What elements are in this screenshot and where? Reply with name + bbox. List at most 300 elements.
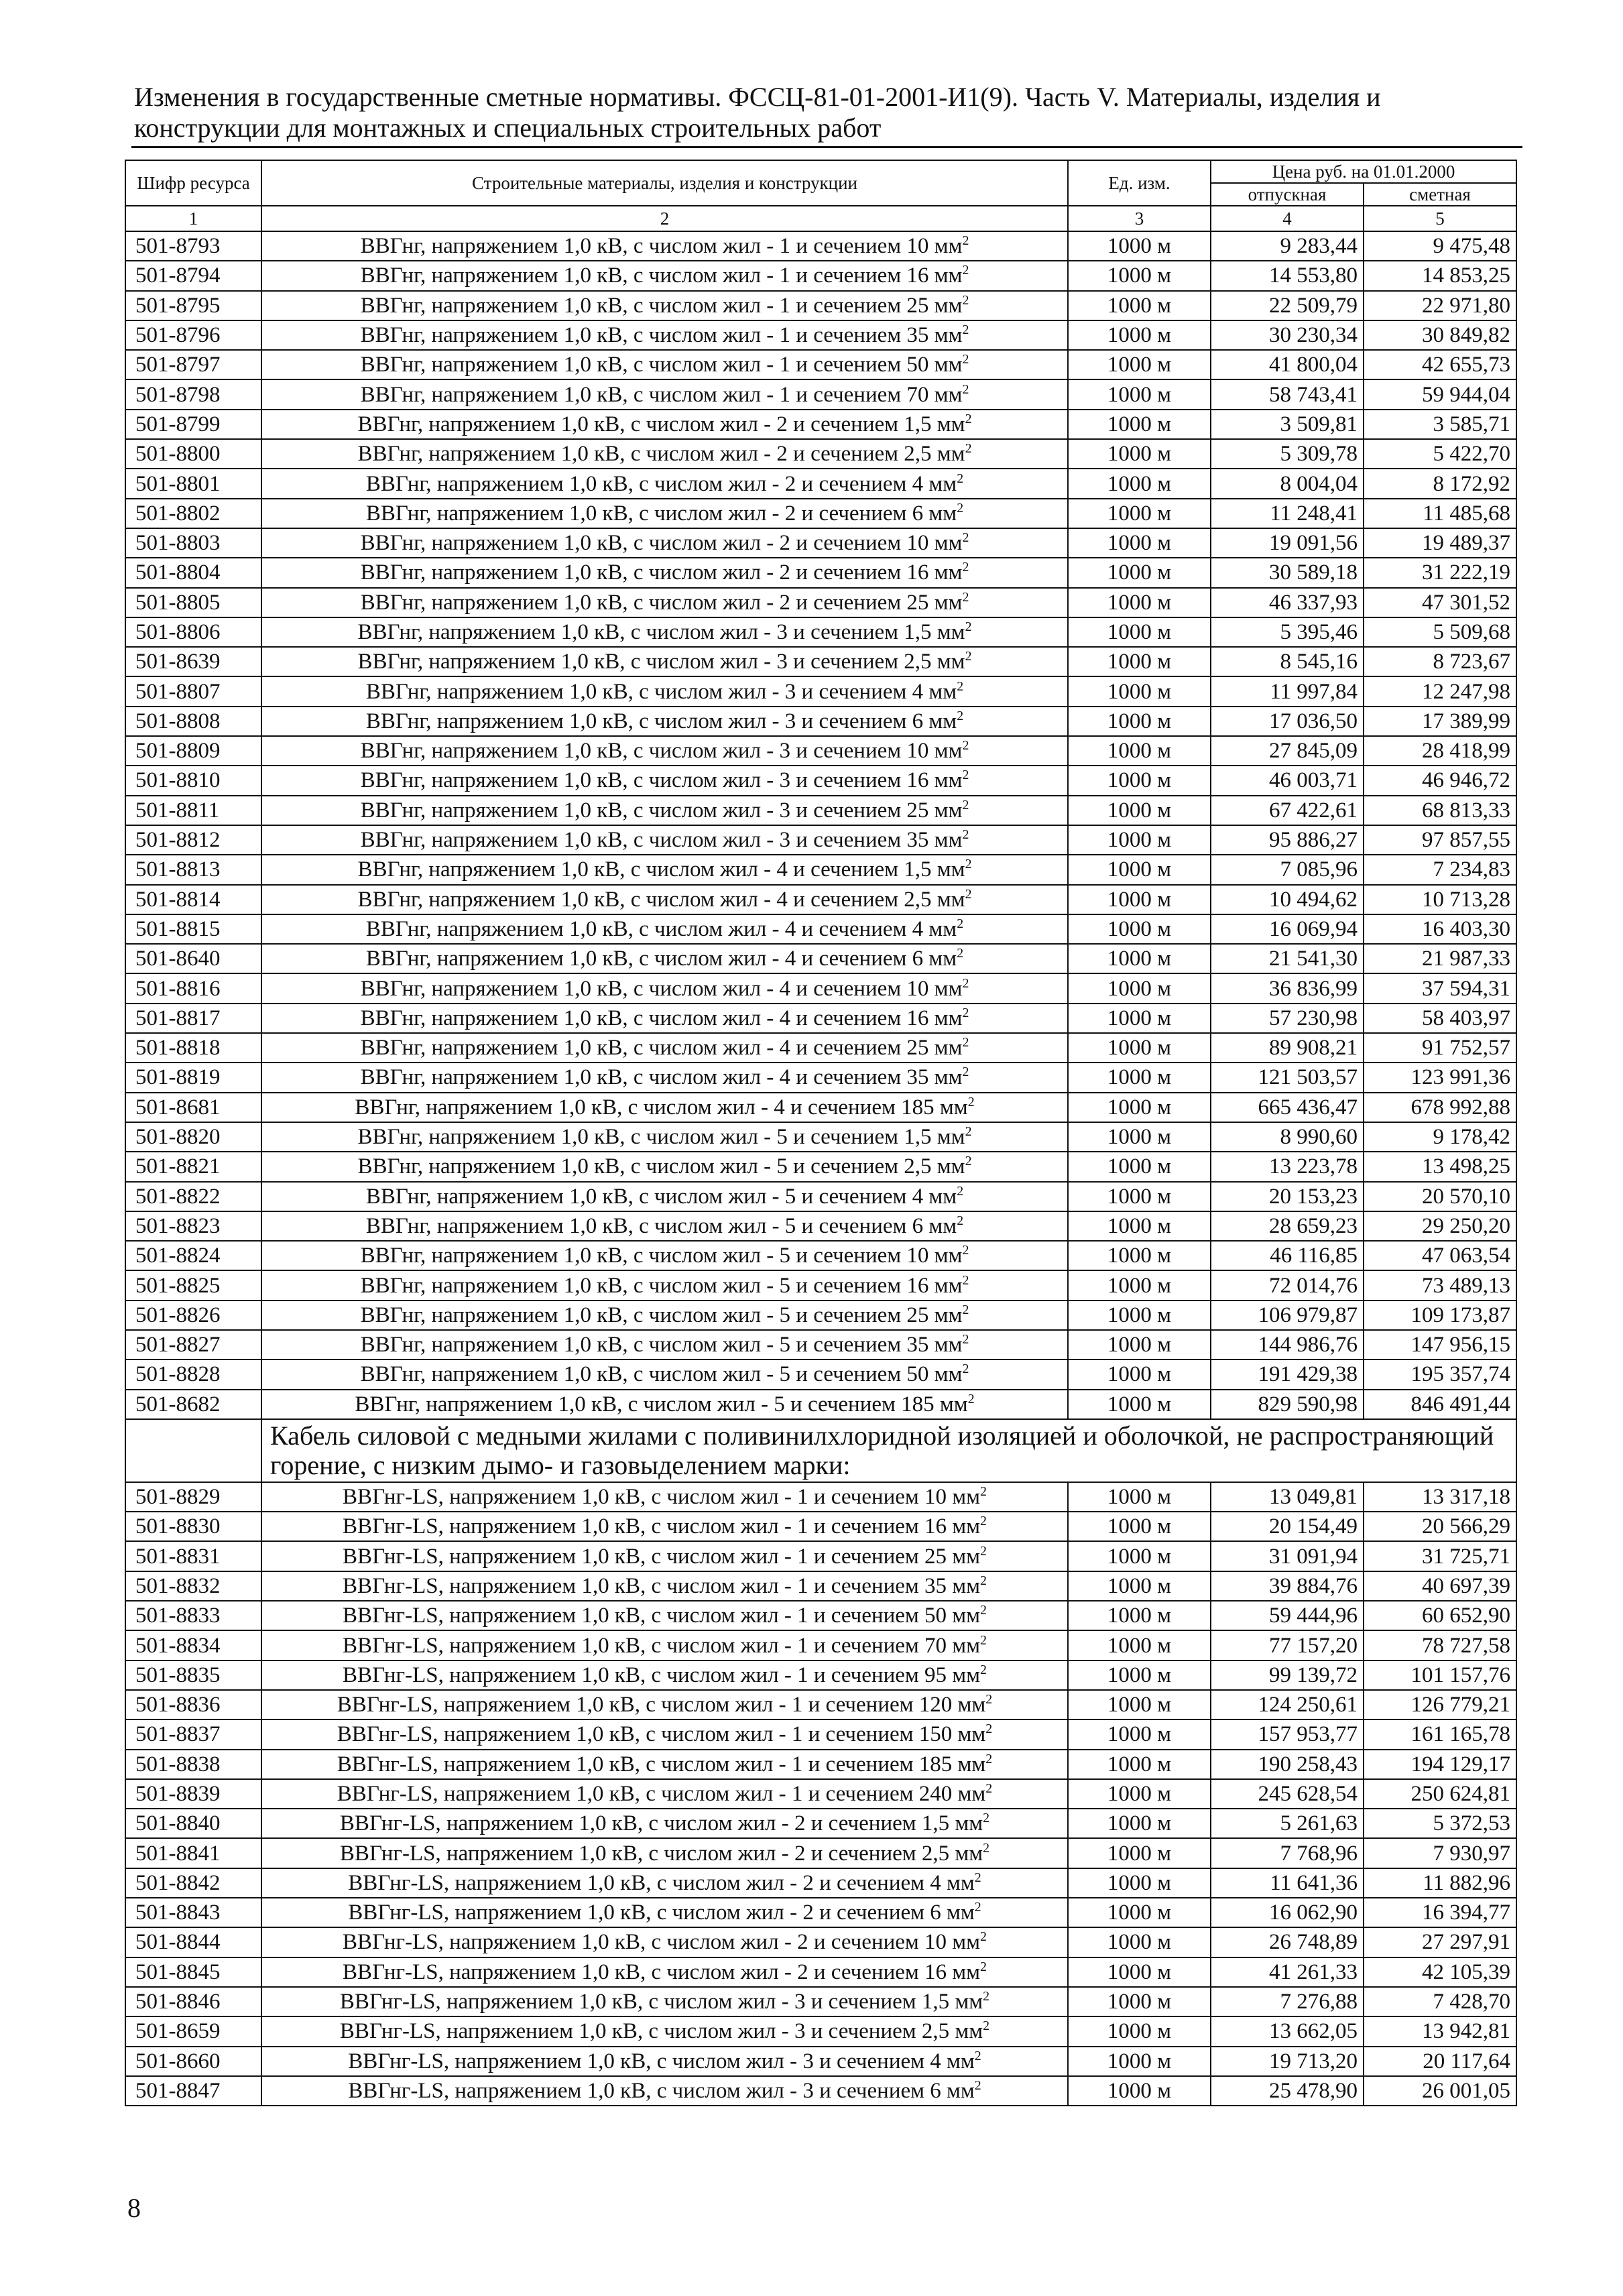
price-estimate-cell: 26 001,05: [1364, 2076, 1516, 2106]
resource-code: 501-8837: [125, 1719, 261, 1749]
unit-cell: 1000 м: [1068, 1093, 1211, 1122]
material-name: ВВГнг, напряжением 1,0 кВ, с числом жил - 1 и сечением 25 $мм^2$: [261, 291, 1068, 320]
material-name: ВВГнг-LS, напряжением 1,0 кВ, с числом жил - 1 и сечением 16 $мм^2$: [261, 1512, 1068, 1541]
price-release-cell: 16 069,94: [1211, 914, 1364, 944]
price-estimate-cell: 9 475,48: [1364, 231, 1516, 261]
header-price: Цена руб. на 01.01.2000: [1211, 160, 1516, 183]
table-row: [125, 231, 1516, 261]
unit-cell: 1000 м: [1068, 1360, 1211, 1389]
table-row: [125, 1690, 1516, 1719]
resource-code: 501-8819: [125, 1063, 261, 1092]
material-name: ВВГнг, напряжением 1,0 кВ, с числом жил - 5 и сечением 2,5 $мм^2$: [261, 1152, 1068, 1181]
material-name: ВВГнг, напряжением 1,0 кВ, с числом жил - 2 и сечением 1,5 $мм^2$: [261, 410, 1068, 439]
price-release-cell: 16 062,90: [1211, 1898, 1364, 1927]
material-name: ВВГнг, напряжением 1,0 кВ, с числом жил - 5 и сечением 10 $мм^2$: [261, 1241, 1068, 1270]
material-name: ВВГнг-LS, напряжением 1,0 кВ, с числом жил - 1 и сечением 70 $мм^2$: [261, 1630, 1068, 1660]
price-estimate-cell: 16 403,30: [1364, 914, 1516, 944]
unit-cell: 1000 м: [1068, 1390, 1211, 1419]
table-row: [125, 944, 1516, 973]
table-row: [125, 1868, 1516, 1898]
price-release-cell: 22 509,79: [1211, 291, 1364, 320]
price-estimate-cell: 9 178,42: [1364, 1122, 1516, 1152]
unit-cell: 1000 м: [1068, 1270, 1211, 1300]
material-name: ВВГнг, напряжением 1,0 кВ, с числом жил - 4 и сечением 6 $мм^2$: [261, 944, 1068, 973]
price-estimate-cell: 28 418,99: [1364, 736, 1516, 766]
price-release-cell: 8 990,60: [1211, 1122, 1364, 1152]
material-name: ВВГнг, напряжением 1,0 кВ, с числом жил - 3 и сечением 16 $мм^2$: [261, 766, 1068, 795]
table-row: [125, 914, 1516, 944]
unit-cell: 1000 м: [1068, 2047, 1211, 2076]
unit-cell: 1000 м: [1068, 231, 1211, 261]
unit-cell: 1000 м: [1068, 855, 1211, 884]
material-name: ВВГнг, напряжением 1,0 кВ, с числом жил - 4 и сечением 16 $мм^2$: [261, 1004, 1068, 1033]
table-body-vvgng: [125, 231, 1516, 1419]
material-name: ВВГнг, напряжением 1,0 кВ, с числом жил - 3 и сечением 10 $мм^2$: [261, 736, 1068, 766]
price-estimate-cell: 30 849,82: [1364, 320, 1516, 350]
resource-code: 501-8842: [125, 1868, 261, 1898]
material-name: ВВГнг-LS, напряжением 1,0 кВ, с числом жил - 1 и сечением 240 $мм^2$: [261, 1779, 1068, 1809]
resource-code: 501-8795: [125, 291, 261, 320]
price-estimate-cell: 846 491,44: [1364, 1390, 1516, 1419]
price-estimate-cell: 37 594,31: [1364, 973, 1516, 1003]
material-name: ВВГнг, напряжением 1,0 кВ, с числом жил - 3 и сечением 2,5 $мм^2$: [261, 647, 1068, 676]
table-row: [125, 1004, 1516, 1033]
unit-cell: 1000 м: [1068, 291, 1211, 320]
unit-cell: 1000 м: [1068, 1898, 1211, 1927]
resource-code: 501-8806: [125, 617, 261, 647]
price-estimate-cell: 7 428,70: [1364, 1987, 1516, 2016]
resource-code: 501-8803: [125, 528, 261, 558]
material-name: ВВГнг, напряжением 1,0 кВ, с числом жил - 5 и сечением 1,5 $мм^2$: [261, 1122, 1068, 1152]
material-name: ВВГнг, напряжением 1,0 кВ, с числом жил - 5 и сечением 50 $мм^2$: [261, 1360, 1068, 1389]
table-row: [125, 796, 1516, 825]
material-name: ВВГнг, напряжением 1,0 кВ, с числом жил - 4 и сечением 1,5 $мм^2$: [261, 855, 1068, 884]
material-name: ВВГнг-LS, напряжением 1,0 кВ, с числом жил - 2 и сечением 1,5 $мм^2$: [261, 1809, 1068, 1838]
resource-code: 501-8804: [125, 558, 261, 587]
price-release-cell: 21 541,30: [1211, 944, 1364, 973]
unit-cell: 1000 м: [1068, 350, 1211, 379]
unit-cell: 1000 м: [1068, 707, 1211, 736]
price-release-cell: 157 953,77: [1211, 1719, 1364, 1749]
resource-code: 501-8794: [125, 261, 261, 290]
unit-cell: 1000 м: [1068, 1809, 1211, 1838]
table-row: [125, 1660, 1516, 1690]
price-release-cell: 19 713,20: [1211, 2047, 1364, 2076]
table-row: [125, 1838, 1516, 1868]
resource-code: 501-8838: [125, 1750, 261, 1779]
unit-cell: 1000 м: [1068, 885, 1211, 914]
table-row: [125, 1270, 1516, 1300]
price-estimate-cell: 5 509,68: [1364, 617, 1516, 647]
price-release-cell: 124 250,61: [1211, 1690, 1364, 1719]
price-estimate-cell: 17 389,99: [1364, 707, 1516, 736]
table-row: [125, 1033, 1516, 1063]
unit-cell: 1000 м: [1068, 379, 1211, 409]
price-estimate-cell: 20 566,29: [1364, 1512, 1516, 1541]
material-name: ВВГнг-LS, напряжением 1,0 кВ, с числом жил - 2 и сечением 6 $мм^2$: [261, 1898, 1068, 1927]
table-row: [125, 973, 1516, 1003]
material-name: ВВГнг-LS, напряжением 1,0 кВ, с числом жил - 1 и сечением 50 $мм^2$: [261, 1601, 1068, 1630]
material-name: ВВГнг-LS, напряжением 1,0 кВ, с числом жил - 1 и сечением 35 $мм^2$: [261, 1571, 1068, 1601]
unit-cell: 1000 м: [1068, 676, 1211, 706]
price-estimate-cell: 126 779,21: [1364, 1690, 1516, 1719]
resource-code: 501-8659: [125, 2016, 261, 2046]
resource-code: 501-8820: [125, 1122, 261, 1152]
price-release-cell: 245 628,54: [1211, 1779, 1364, 1809]
unit-cell: 1000 м: [1068, 796, 1211, 825]
unit-cell: 1000 м: [1068, 1512, 1211, 1541]
material-name: ВВГнг-LS, напряжением 1,0 кВ, с числом жил - 1 и сечением 10 $мм^2$: [261, 1482, 1068, 1512]
header-name: Строительные материалы, изделия и конструкции: [261, 160, 1068, 206]
price-release-cell: 5 261,63: [1211, 1809, 1364, 1838]
resource-code: 501-8822: [125, 1182, 261, 1211]
table-row: [125, 1571, 1516, 1601]
price-release-cell: 121 503,57: [1211, 1063, 1364, 1092]
resource-code: 501-8805: [125, 588, 261, 617]
price-estimate-cell: 73 489,13: [1364, 1270, 1516, 1300]
price-release-cell: 95 886,27: [1211, 825, 1364, 855]
price-estimate-cell: 5 422,70: [1364, 439, 1516, 469]
table-row: [125, 1241, 1516, 1270]
resource-code: 501-8640: [125, 944, 261, 973]
unit-cell: 1000 м: [1068, 1152, 1211, 1181]
unit-cell: 1000 м: [1068, 2016, 1211, 2046]
resource-code: 501-8831: [125, 1541, 261, 1571]
table-row: [125, 707, 1516, 736]
price-estimate-cell: 47 063,54: [1364, 1241, 1516, 1270]
price-estimate-cell: 14 853,25: [1364, 261, 1516, 290]
page-header-title: Изменения в государственные сметные нормативы. ФССЦ-81-01-2001-И1(9). Часть V. Материалы, изделия и конструкции для монтажных и специальных строительных работ: [134, 82, 1381, 143]
material-name: ВВГнг, напряжением 1,0 кВ, с числом жил - 3 и сечением 1,5 $мм^2$: [261, 617, 1068, 647]
table-row: [125, 736, 1516, 766]
price-estimate-cell: 123 991,36: [1364, 1063, 1516, 1092]
price-release-cell: 57 230,98: [1211, 1004, 1364, 1033]
price-estimate-cell: 68 813,33: [1364, 796, 1516, 825]
price-release-cell: 59 444,96: [1211, 1601, 1364, 1630]
price-release-cell: 19 091,56: [1211, 528, 1364, 558]
resource-code: 501-8808: [125, 707, 261, 736]
price-table: [125, 160, 1517, 2106]
price-release-cell: 13 049,81: [1211, 1482, 1364, 1512]
resource-code: 501-8796: [125, 320, 261, 350]
price-estimate-cell: 10 713,28: [1364, 885, 1516, 914]
resource-code: 501-8801: [125, 469, 261, 498]
material-name: ВВГнг, напряжением 1,0 кВ, с числом жил - 2 и сечением 25 $мм^2$: [261, 588, 1068, 617]
unit-cell: 1000 м: [1068, 1063, 1211, 1092]
table-row: [125, 617, 1516, 647]
material-name: ВВГнг, напряжением 1,0 кВ, с числом жил - 4 и сечением 35 $мм^2$: [261, 1063, 1068, 1092]
material-name: ВВГнг, напряжением 1,0 кВ, с числом жил - 1 и сечением 50 $мм^2$: [261, 350, 1068, 379]
price-release-cell: 829 590,98: [1211, 1390, 1364, 1419]
table-row: [125, 558, 1516, 587]
price-estimate-cell: 101 157,76: [1364, 1660, 1516, 1690]
resource-code: 501-8824: [125, 1241, 261, 1270]
price-estimate-cell: 40 697,39: [1364, 1571, 1516, 1601]
table-row: [125, 1779, 1516, 1809]
table-row: [125, 1898, 1516, 1927]
material-name: ВВГнг-LS, напряжением 1,0 кВ, с числом жил - 2 и сечением 4 $мм^2$: [261, 1868, 1068, 1898]
price-estimate-cell: 91 752,57: [1364, 1033, 1516, 1063]
table-row: [125, 1182, 1516, 1211]
unit-cell: 1000 м: [1068, 1301, 1211, 1330]
unit-cell: 1000 м: [1068, 261, 1211, 290]
price-estimate-cell: 109 173,87: [1364, 1301, 1516, 1330]
price-estimate-cell: 21 987,33: [1364, 944, 1516, 973]
unit-cell: 1000 м: [1068, 1211, 1211, 1241]
resource-code: 501-8682: [125, 1390, 261, 1419]
unit-cell: 1000 м: [1068, 914, 1211, 944]
unit-cell: 1000 м: [1068, 647, 1211, 676]
resource-code: 501-8828: [125, 1360, 261, 1389]
price-release-cell: 99 139,72: [1211, 1660, 1364, 1690]
section-heading-spacer: [125, 1419, 261, 1482]
table-row: [125, 1360, 1516, 1389]
price-release-cell: 13 223,78: [1211, 1152, 1364, 1181]
unit-cell: 1000 м: [1068, 825, 1211, 855]
resource-code: 501-8832: [125, 1571, 261, 1601]
resource-code: 501-8818: [125, 1033, 261, 1063]
price-release-cell: 77 157,20: [1211, 1630, 1364, 1660]
resource-code: 501-8833: [125, 1601, 261, 1630]
price-estimate-cell: 22 971,80: [1364, 291, 1516, 320]
resource-code: 501-8834: [125, 1630, 261, 1660]
price-estimate-cell: 8 172,92: [1364, 469, 1516, 498]
table-row: [125, 1152, 1516, 1181]
table-row: [125, 261, 1516, 290]
table-row: [125, 2047, 1516, 2076]
table-row: [125, 1987, 1516, 2016]
price-release-cell: 8 004,04: [1211, 469, 1364, 498]
price-release-cell: 5 395,46: [1211, 617, 1364, 647]
material-name: ВВГнг, напряжением 1,0 кВ, с числом жил - 5 и сечением 25 $мм^2$: [261, 1301, 1068, 1330]
table-row: [125, 766, 1516, 795]
section-heading-row: [125, 1419, 1516, 1482]
unit-cell: 1000 м: [1068, 528, 1211, 558]
price-release-cell: 39 884,76: [1211, 1571, 1364, 1601]
price-estimate-cell: 20 117,64: [1364, 2047, 1516, 2076]
table-row: [125, 1601, 1516, 1630]
unit-cell: 1000 м: [1068, 766, 1211, 795]
price-release-cell: 30 589,18: [1211, 558, 1364, 587]
resource-code: 501-8681: [125, 1093, 261, 1122]
unit-cell: 1000 м: [1068, 1482, 1211, 1512]
price-release-cell: 11 248,41: [1211, 499, 1364, 528]
price-estimate-cell: 27 297,91: [1364, 1927, 1516, 1957]
unit-cell: 1000 м: [1068, 1330, 1211, 1360]
resource-code: 501-8845: [125, 1957, 261, 1987]
price-estimate-cell: 194 129,17: [1364, 1750, 1516, 1779]
material-name: ВВГнг, напряжением 1,0 кВ, с числом жил - 5 и сечением 4 $мм^2$: [261, 1182, 1068, 1211]
column-number: 2: [261, 206, 1068, 231]
table-row: [125, 469, 1516, 498]
resource-code: 501-8797: [125, 350, 261, 379]
unit-cell: 1000 м: [1068, 973, 1211, 1003]
material-name: ВВГнг, напряжением 1,0 кВ, с числом жил - 5 и сечением 35 $мм^2$: [261, 1330, 1068, 1360]
table-body-vvgng-ls: [125, 1482, 1516, 2106]
unit-cell: 1000 м: [1068, 1571, 1211, 1601]
unit-cell: 1000 м: [1068, 1004, 1211, 1033]
price-estimate-cell: 42 655,73: [1364, 350, 1516, 379]
table-row: [125, 291, 1516, 320]
resource-code: 501-8811: [125, 796, 261, 825]
table-row: [125, 379, 1516, 409]
material-name: ВВГнг-LS, напряжением 1,0 кВ, с числом жил - 2 и сечением 10 $мм^2$: [261, 1927, 1068, 1957]
price-release-cell: 190 258,43: [1211, 1750, 1364, 1779]
price-release-cell: 11 641,36: [1211, 1868, 1364, 1898]
unit-cell: 1000 м: [1068, 410, 1211, 439]
unit-cell: 1000 м: [1068, 1033, 1211, 1063]
price-release-cell: 41 800,04: [1211, 350, 1364, 379]
price-estimate-cell: 20 570,10: [1364, 1182, 1516, 1211]
price-release-cell: 46 003,71: [1211, 766, 1364, 795]
table-row: [125, 1211, 1516, 1241]
price-release-cell: 67 422,61: [1211, 796, 1364, 825]
unit-cell: 1000 м: [1068, 1868, 1211, 1898]
resource-code: 501-8799: [125, 410, 261, 439]
price-estimate-cell: 29 250,20: [1364, 1211, 1516, 1241]
price-release-cell: 11 997,84: [1211, 676, 1364, 706]
material-name: ВВГнг, напряжением 1,0 кВ, с числом жил - 1 и сечением 16 $мм^2$: [261, 261, 1068, 290]
price-release-cell: 144 986,76: [1211, 1330, 1364, 1360]
price-estimate-cell: 195 357,74: [1364, 1360, 1516, 1389]
price-estimate-cell: 31 222,19: [1364, 558, 1516, 587]
table-row: [125, 885, 1516, 914]
price-release-cell: 46 337,93: [1211, 588, 1364, 617]
price-release-cell: 7 276,88: [1211, 1987, 1364, 2016]
price-estimate-cell: 59 944,04: [1364, 379, 1516, 409]
table-row: [125, 855, 1516, 884]
price-release-cell: 5 309,78: [1211, 439, 1364, 469]
resource-code: 501-8800: [125, 439, 261, 469]
resource-code: 501-8810: [125, 766, 261, 795]
material-name: ВВГнг, напряжением 1,0 кВ, с числом жил - 3 и сечением 25 $мм^2$: [261, 796, 1068, 825]
resource-code: 501-8814: [125, 885, 261, 914]
price-estimate-cell: 147 956,15: [1364, 1330, 1516, 1360]
table-row: [125, 1809, 1516, 1838]
price-estimate-cell: 13 498,25: [1364, 1152, 1516, 1181]
price-estimate-cell: 46 946,72: [1364, 766, 1516, 795]
table-row: [125, 1301, 1516, 1330]
unit-cell: 1000 м: [1068, 617, 1211, 647]
column-number: 3: [1068, 206, 1211, 231]
unit-cell: 1000 м: [1068, 1660, 1211, 1690]
resource-code: 501-8829: [125, 1482, 261, 1512]
price-estimate-cell: 58 403,97: [1364, 1004, 1516, 1033]
material-name: ВВГнг, напряжением 1,0 кВ, с числом жил - 3 и сечением 4 $мм^2$: [261, 676, 1068, 706]
resource-code: 501-8830: [125, 1512, 261, 1541]
material-name: ВВГнг, напряжением 1,0 кВ, с числом жил - 1 и сечением 10 $мм^2$: [261, 231, 1068, 261]
table-row: [125, 350, 1516, 379]
table-row: [125, 499, 1516, 528]
material-name: ВВГнг, напряжением 1,0 кВ, с числом жил - 4 и сечением 10 $мм^2$: [261, 973, 1068, 1003]
unit-cell: 1000 м: [1068, 2076, 1211, 2106]
unit-cell: 1000 м: [1068, 1630, 1211, 1660]
price-estimate-cell: 78 727,58: [1364, 1630, 1516, 1660]
material-name: ВВГнг-LS, напряжением 1,0 кВ, с числом жил - 3 и сечением 6 $мм^2$: [261, 2076, 1068, 2106]
resource-code: 501-8793: [125, 231, 261, 261]
resource-code: 501-8823: [125, 1211, 261, 1241]
table-row: [125, 1330, 1516, 1360]
material-name: ВВГнг, напряжением 1,0 кВ, с числом жил - 2 и сечением 10 $мм^2$: [261, 528, 1068, 558]
price-estimate-cell: 16 394,77: [1364, 1898, 1516, 1927]
material-name: ВВГнг, напряжением 1,0 кВ, с числом жил - 2 и сечением 2,5 $мм^2$: [261, 439, 1068, 469]
table-row: [125, 1750, 1516, 1779]
unit-cell: 1000 м: [1068, 1690, 1211, 1719]
material-name: ВВГнг, напряжением 1,0 кВ, с числом жил - 2 и сечением 6 $мм^2$: [261, 499, 1068, 528]
unit-cell: 1000 м: [1068, 1719, 1211, 1749]
price-estimate-cell: 5 372,53: [1364, 1809, 1516, 1838]
resource-code: 501-8660: [125, 2047, 261, 2076]
material-name: ВВГнг-LS, напряжением 1,0 кВ, с числом жил - 3 и сечением 1,5 $мм^2$: [261, 1987, 1068, 2016]
price-estimate-cell: 60 652,90: [1364, 1601, 1516, 1630]
column-number-row: [125, 206, 1516, 231]
price-estimate-cell: 161 165,78: [1364, 1719, 1516, 1749]
table-row: [125, 2076, 1516, 2106]
price-release-cell: 17 036,50: [1211, 707, 1364, 736]
table-row: [125, 825, 1516, 855]
material-name: ВВГнг-LS, напряжением 1,0 кВ, с числом жил - 1 и сечением 150 $мм^2$: [261, 1719, 1068, 1749]
price-estimate-cell: 12 247,98: [1364, 676, 1516, 706]
price-release-cell: 191 429,38: [1211, 1360, 1364, 1389]
price-release-cell: 3 509,81: [1211, 410, 1364, 439]
resource-code: 501-8839: [125, 1779, 261, 1809]
price-release-cell: 10 494,62: [1211, 885, 1364, 914]
price-estimate-cell: 31 725,71: [1364, 1541, 1516, 1571]
price-release-cell: 7 768,96: [1211, 1838, 1364, 1868]
material-name: ВВГнг, напряжением 1,0 кВ, с числом жил - 4 и сечением 2,5 $мм^2$: [261, 885, 1068, 914]
table-row: [125, 1122, 1516, 1152]
price-release-cell: 14 553,80: [1211, 261, 1364, 290]
material-name: ВВГнг, напряжением 1,0 кВ, с числом жил - 4 и сечением 4 $мм^2$: [261, 914, 1068, 944]
price-release-cell: 13 662,05: [1211, 2016, 1364, 2046]
column-number: 5: [1364, 206, 1516, 231]
price-release-cell: 31 091,94: [1211, 1541, 1364, 1571]
unit-cell: 1000 м: [1068, 558, 1211, 587]
unit-cell: 1000 м: [1068, 1241, 1211, 1270]
price-release-cell: 7 085,96: [1211, 855, 1364, 884]
price-estimate-cell: 19 489,37: [1364, 528, 1516, 558]
table-row: [125, 1719, 1516, 1749]
price-release-cell: 106 979,87: [1211, 1301, 1364, 1330]
unit-cell: 1000 м: [1068, 1601, 1211, 1630]
unit-cell: 1000 м: [1068, 1182, 1211, 1211]
price-estimate-cell: 97 857,55: [1364, 825, 1516, 855]
unit-cell: 1000 м: [1068, 1122, 1211, 1152]
table-section: [125, 1419, 1516, 1482]
price-release-cell: 28 659,23: [1211, 1211, 1364, 1241]
unit-cell: 1000 м: [1068, 1927, 1211, 1957]
resource-code: 501-8639: [125, 647, 261, 676]
price-release-cell: 20 154,49: [1211, 1512, 1364, 1541]
material-name: ВВГнг-LS, напряжением 1,0 кВ, с числом жил - 3 и сечением 2,5 $мм^2$: [261, 2016, 1068, 2046]
price-release-cell: 9 283,44: [1211, 231, 1364, 261]
resource-code: 501-8812: [125, 825, 261, 855]
table-row: [125, 647, 1516, 676]
unit-cell: 1000 м: [1068, 320, 1211, 350]
resource-code: 501-8826: [125, 1301, 261, 1330]
resource-code: 501-8827: [125, 1330, 261, 1360]
table-row: [125, 676, 1516, 706]
resource-code: 501-8816: [125, 973, 261, 1003]
price-release-cell: 26 748,89: [1211, 1927, 1364, 1957]
material-name: ВВГнг, напряжением 1,0 кВ, с числом жил - 1 и сечением 35 $мм^2$: [261, 320, 1068, 350]
material-name: ВВГнг, напряжением 1,0 кВ, с числом жил - 1 и сечением 70 $мм^2$: [261, 379, 1068, 409]
material-name: ВВГнг-LS, напряжением 1,0 кВ, с числом жил - 2 и сечением 16 $мм^2$: [261, 1957, 1068, 1987]
price-estimate-cell: 13 317,18: [1364, 1482, 1516, 1512]
resource-code: 501-8809: [125, 736, 261, 766]
material-name: ВВГнг-LS, напряжением 1,0 кВ, с числом жил - 1 и сечением 95 $мм^2$: [261, 1660, 1068, 1690]
header-price-estimate: сметная: [1364, 183, 1516, 206]
